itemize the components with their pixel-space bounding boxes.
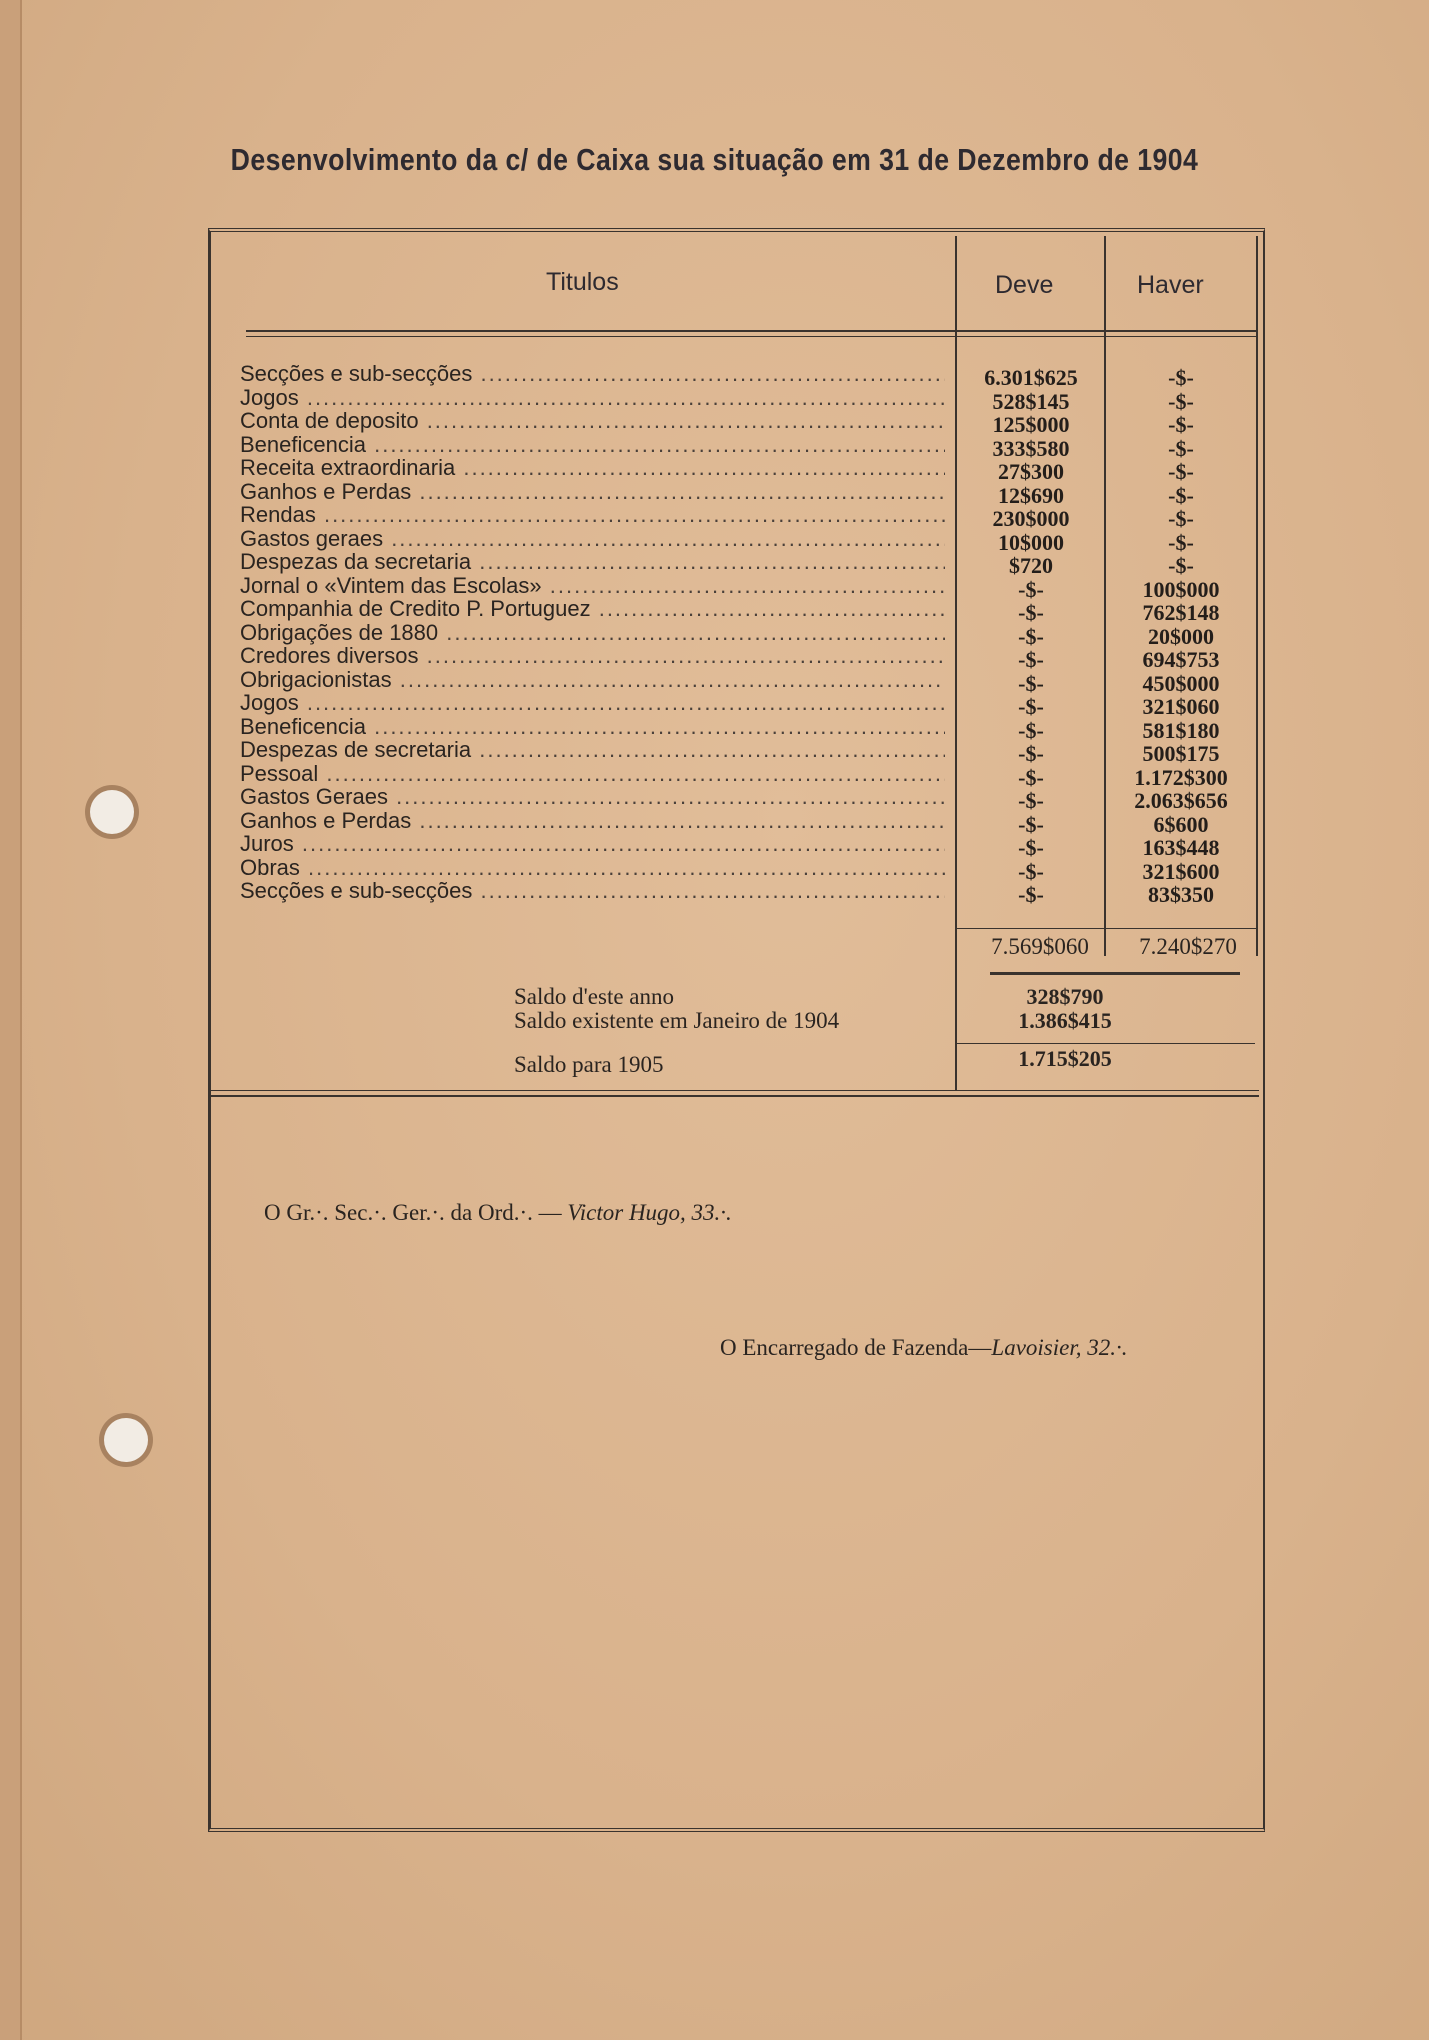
column-header-haver: Haver: [1137, 271, 1204, 299]
page-left-edge: [0, 0, 22, 2040]
row-deve-value: 333$580: [992, 436, 1070, 461]
row-label: Jogos .....: [240, 386, 945, 410]
row-label: Jornal o «Vintem das Escolas» .....: [240, 574, 945, 598]
row-deve-value: -$-: [1018, 788, 1044, 813]
page-title: Desenvolvimento da c/ de Caixa sua situação em 31 de Dezembro de 1904: [230, 142, 1199, 177]
row-deve-value: 230$000: [992, 506, 1070, 531]
row-label: Credores diversos .....: [240, 644, 945, 668]
signature-secretary: [264, 1200, 732, 1226]
row-deve-value: -$-: [1018, 741, 1044, 766]
row-haver-value: 2.063$656: [1134, 788, 1228, 813]
row-deve-value: -$-: [1018, 577, 1044, 602]
row-haver-value: -$-: [1168, 530, 1194, 555]
signature-treasurer-name: Lavoisier, 32.·.: [991, 1335, 1128, 1360]
saldo-final-value: 1.715$205: [1018, 1046, 1112, 1071]
row-haver-value: 500$175: [1142, 741, 1220, 766]
header-rule: [246, 330, 1256, 337]
row-haver-value: -$-: [1168, 412, 1194, 437]
signature-secretary-name: Victor Hugo, 33.·.: [567, 1200, 732, 1225]
totals-double-rule: [990, 972, 1240, 975]
saldo-label: Saldo d'este anno: [514, 984, 675, 1009]
totals-rule: [955, 928, 1256, 929]
row-deve-value: -$-: [1018, 835, 1044, 860]
row-haver-value: 694$753: [1142, 647, 1220, 672]
row-label: Rendas .....: [240, 503, 945, 527]
saldo-rule: [955, 1043, 1255, 1044]
row-haver-value: -$-: [1168, 436, 1194, 461]
row-deve-value: -$-: [1018, 694, 1044, 719]
punch-hole: [104, 1418, 148, 1462]
row-haver-value: -$-: [1168, 365, 1194, 390]
column-divider: [955, 236, 957, 1090]
row-haver-value: 762$148: [1142, 600, 1220, 625]
row-haver-value: 1.172$300: [1134, 765, 1228, 790]
row-label: Conta de deposito .....: [240, 409, 945, 433]
row-haver-value: -$-: [1168, 389, 1194, 414]
signature-treasurer-role: O Encarregado de Fazenda—: [720, 1335, 992, 1360]
row-label: Secções e sub-secções .....: [240, 362, 945, 386]
row-deve-value: -$-: [1018, 812, 1044, 837]
row-haver-value: 100$000: [1142, 577, 1220, 602]
table-bottom-rule: [211, 1090, 1259, 1097]
row-haver-value: 163$448: [1142, 835, 1220, 860]
row-label: Gastos geraes .....: [240, 527, 945, 551]
total-deve: 7.569$060: [991, 934, 1089, 959]
row-haver-value: 20$000: [1148, 624, 1214, 649]
row-haver-value: -$-: [1168, 459, 1194, 484]
row-haver-value: 321$600: [1142, 859, 1220, 884]
row-haver-value: -$-: [1168, 553, 1194, 578]
row-haver-value: 581$180: [1142, 718, 1220, 743]
row-deve-value: 125$000: [992, 412, 1070, 437]
row-deve-value: -$-: [1018, 882, 1044, 907]
column-divider: [1104, 236, 1106, 956]
row-label: Obras .....: [240, 856, 945, 880]
column-header-titulos: Titulos: [546, 268, 619, 296]
row-deve-value: $720: [1009, 553, 1053, 578]
row-deve-value: -$-: [1018, 647, 1044, 672]
row-haver-value: 83$350: [1148, 882, 1214, 907]
row-deve-value: 6.301$625: [984, 365, 1078, 390]
row-label: Secções e sub-secções .....: [240, 879, 945, 903]
row-label: Receita extraordinaria .....: [240, 456, 945, 480]
row-haver-value: 450$000: [1142, 671, 1220, 696]
total-haver: 7.240$270: [1139, 934, 1237, 959]
row-deve-value: -$-: [1018, 765, 1044, 790]
saldo-value: 1.386$415: [1018, 1008, 1112, 1033]
row-haver-value: 321$060: [1142, 694, 1220, 719]
row-deve-value: -$-: [1018, 600, 1044, 625]
row-label: Obrigações de 1880 .....: [240, 621, 945, 645]
row-haver-value: 6$600: [1153, 812, 1209, 837]
row-label: Pessoal .....: [240, 762, 945, 786]
row-deve-value: 27$300: [998, 459, 1064, 484]
row-deve-value: 528$145: [992, 389, 1070, 414]
signature-secretary-role: O Gr.·. Sec.·. Ger.·. da Ord.·. —: [264, 1200, 562, 1225]
row-label: Despezas de secretaria .....: [240, 738, 945, 762]
row-deve-value: -$-: [1018, 671, 1044, 696]
row-deve-value: -$-: [1018, 859, 1044, 884]
row-deve-value: -$-: [1018, 624, 1044, 649]
row-deve-value: 12$690: [998, 483, 1064, 508]
column-divider: [1256, 236, 1258, 956]
row-haver-value: -$-: [1168, 483, 1194, 508]
row-deve-value: 10$000: [998, 530, 1064, 555]
row-label: Beneficencia .....: [240, 433, 945, 457]
row-label: Juros .....: [240, 832, 945, 856]
signature-treasurer: [720, 1335, 1128, 1361]
row-label: Ganhos e Perdas .....: [240, 480, 945, 504]
column-header-deve: Deve: [995, 271, 1054, 299]
row-deve-value: -$-: [1018, 718, 1044, 743]
row-label: Obrigacionistas .....: [240, 668, 945, 692]
saldo-value: 328$790: [1026, 984, 1104, 1009]
saldo-label: Saldo existente em Janeiro de 1904: [514, 1008, 840, 1033]
row-label: Gastos Geraes .....: [240, 785, 945, 809]
row-label: Jogos .....: [240, 691, 945, 715]
saldo-final-label: Saldo para 1905: [514, 1052, 664, 1077]
row-haver-value: -$-: [1168, 506, 1194, 531]
row-label: Beneficencia .....: [240, 715, 945, 739]
punch-hole: [90, 790, 134, 834]
row-label: Despezas da secretaria .....: [240, 550, 945, 574]
row-label: Ganhos e Perdas .....: [240, 809, 945, 833]
row-label: Companhia de Credito P. Portuguez .....: [240, 597, 945, 621]
